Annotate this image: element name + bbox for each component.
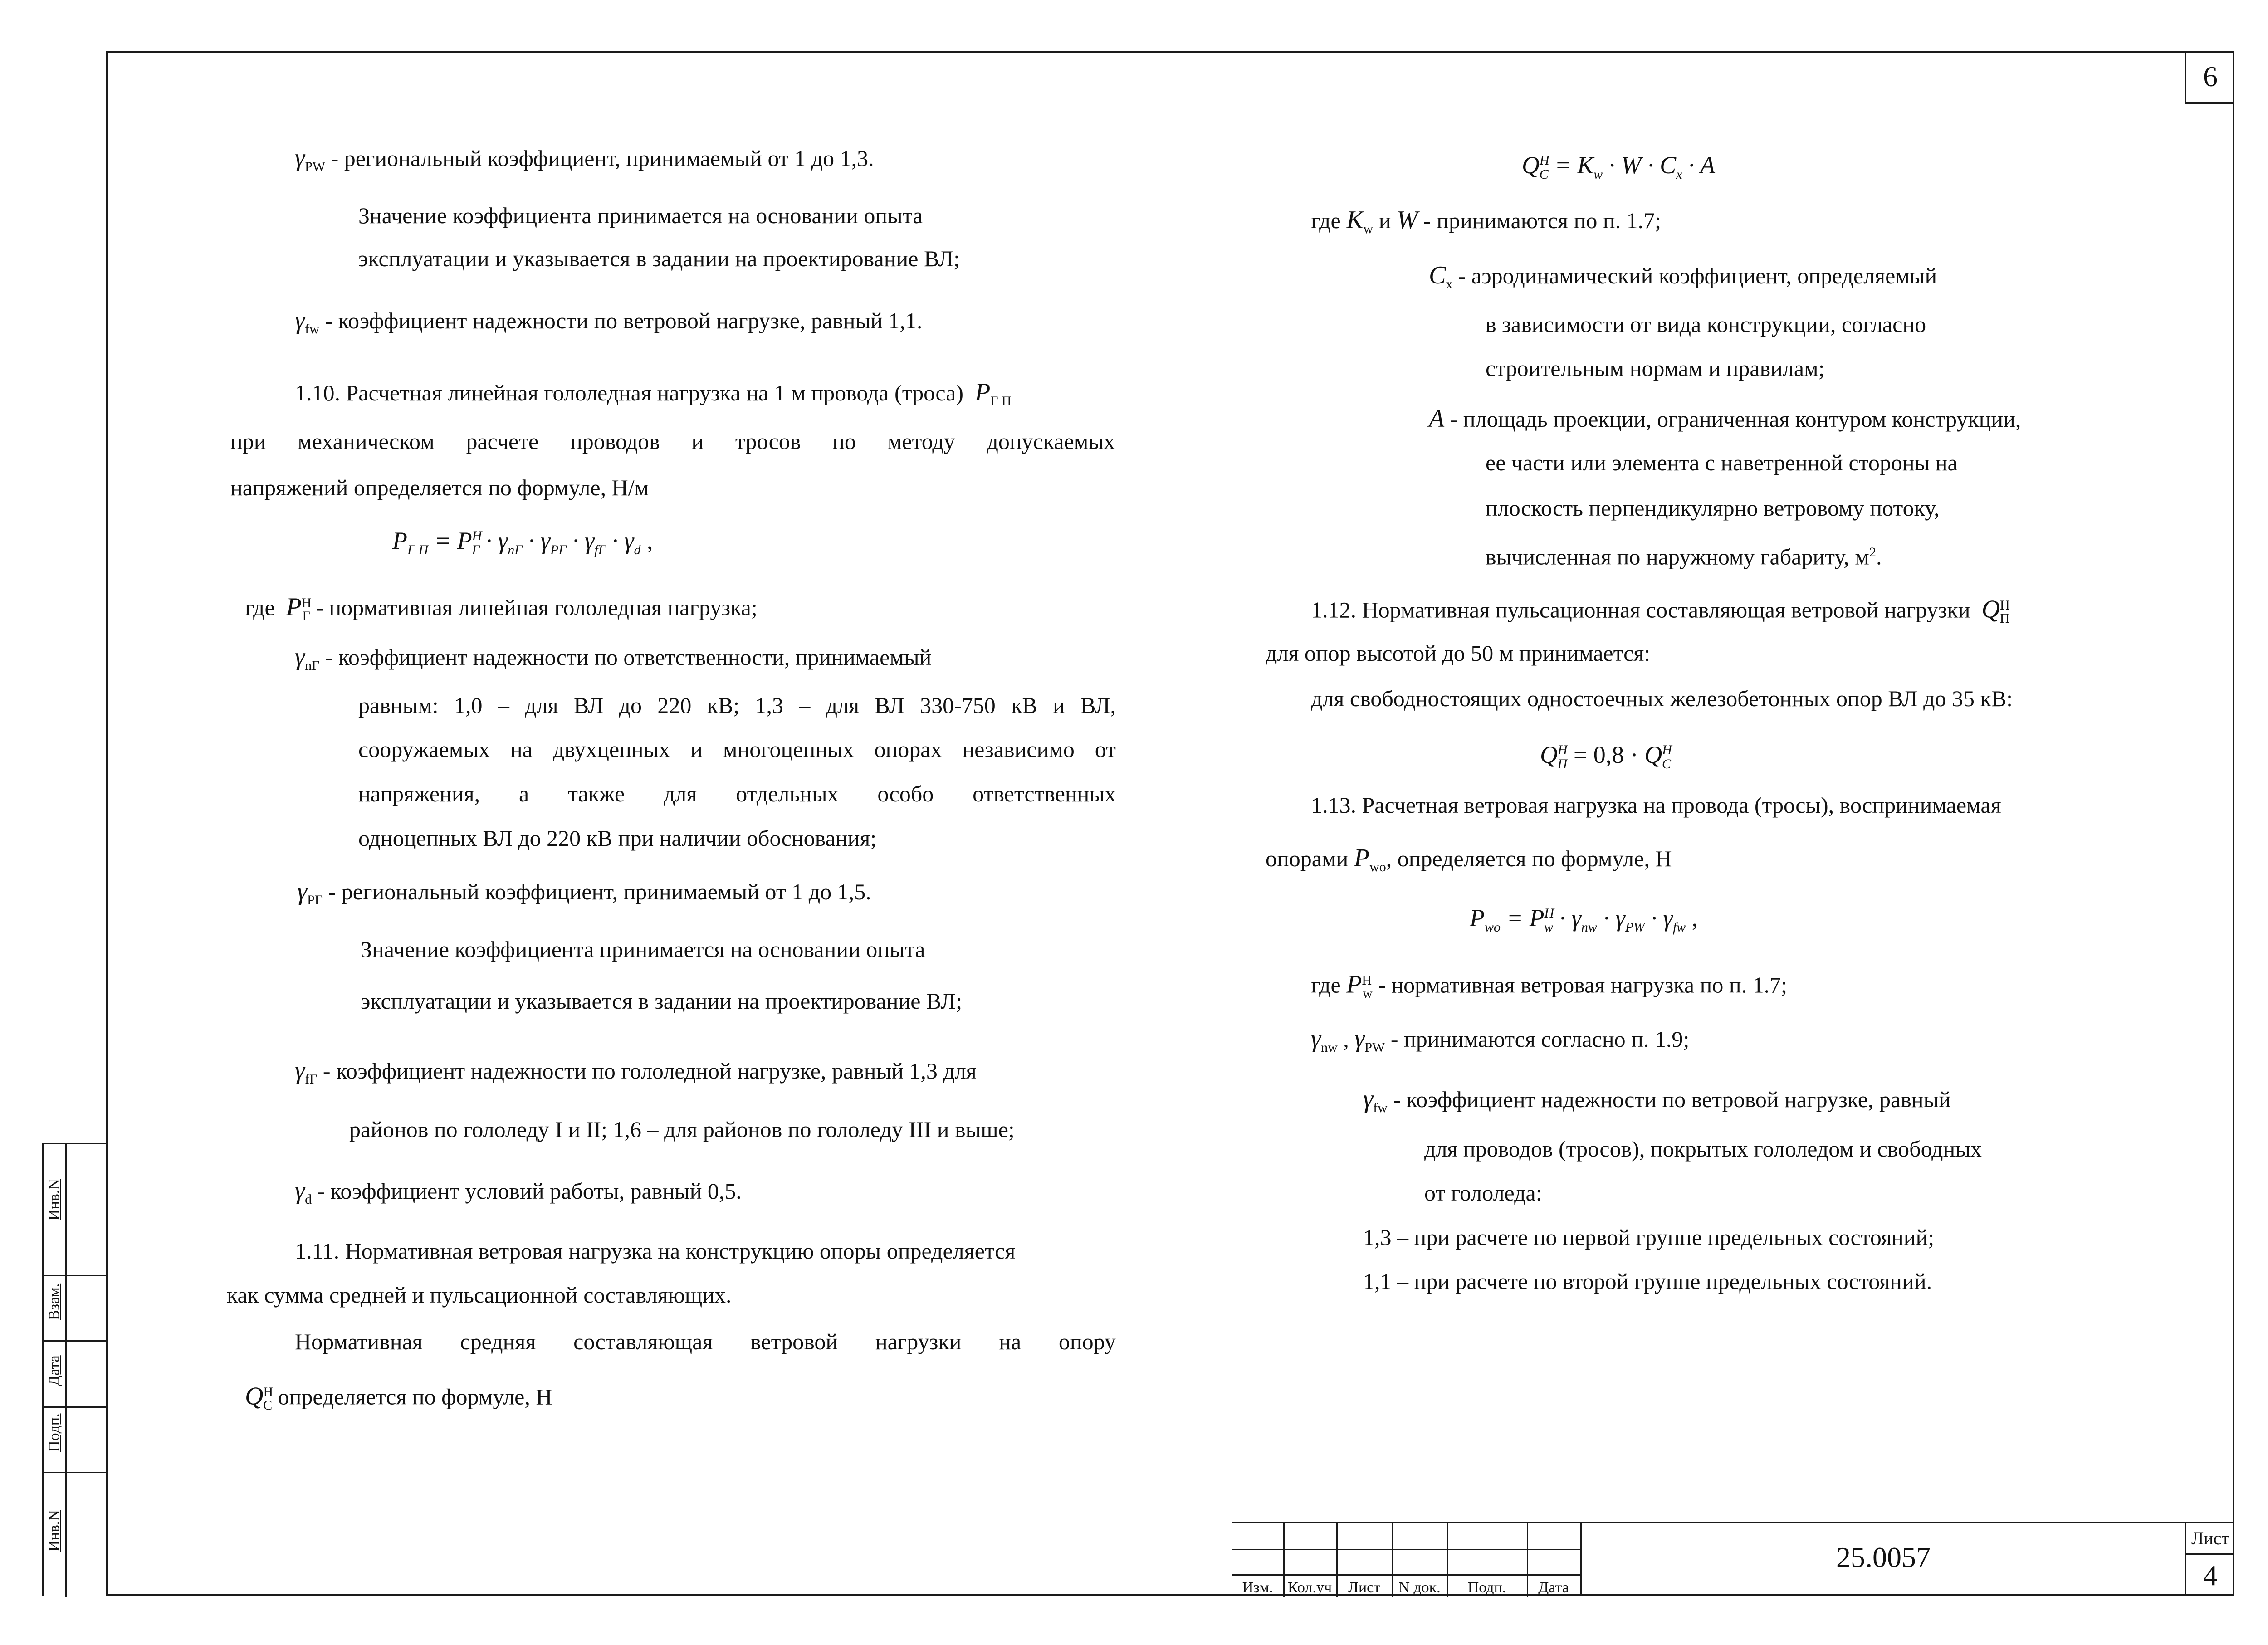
formula-mean-wind-load: $Q^Н_C = K_w \cdot W \cdot C_x \cdot A$: [1522, 151, 1716, 182]
side-inv-n: Инв.N: [46, 1179, 63, 1220]
left-line-11: сооружаемых на двухцепных и многоцепных опорах независимо от: [358, 737, 1116, 762]
left-line-20: 1.11. Нормативная ветровая нагрузка на конструкцию опоры определяется: [295, 1238, 1016, 1264]
page-number: 6: [2185, 51, 2234, 104]
left-line-16: эксплуатации и указывается в задании на проектирование ВЛ;: [361, 988, 963, 1014]
formula-ice-load: $P_{Г П} = P^Н_Г \cdot \gamma_{nГ} \cdot \gamma_{PГ} \cdot \gamma_{fГ} \cdot \gamma_d$ ,: [392, 527, 653, 557]
right-line-14: где $P^Н_w$ - нормативная ветровая нагрузка по п. 1.7;: [1311, 970, 1788, 1001]
right-line-07: плоскость перпендикулярно ветровому потоку,: [1486, 495, 1940, 521]
left-line-21: как сумма средней и пульсационной составляющих.: [227, 1282, 732, 1308]
side-inv-n-podl: Инв.N: [46, 1510, 63, 1552]
side-vzam: Взам.: [46, 1283, 63, 1320]
col-izm: Изм.: [1242, 1579, 1273, 1596]
left-line-08: где $P^Н_Г$ - нормативная линейная гололедная нагрузка;: [245, 593, 758, 624]
left-line-22: Нормативная средняя составляющая ветровой нагрузки на опору: [295, 1329, 1116, 1354]
sheet-label: Лист: [2186, 1523, 2234, 1555]
left-line-09: $\gamma_{nГ}$ - коэффициент надежности по ответственности, принимаемый: [295, 643, 932, 673]
right-line-18: от гололеда:: [1424, 1180, 1542, 1206]
left-line-15: Значение коэффициента принимается на основании опыта: [361, 937, 925, 962]
left-line-03: эксплуатации и указывается в задании на проектирование ВЛ;: [358, 246, 960, 271]
title-block: [1232, 1522, 2234, 1596]
right-line-17: для проводов (тросов), покрытых гололедом и свободных: [1424, 1136, 1982, 1162]
left-line-18: районов по гололеду I и II; 1,6 – для районов по гололеду III и выше;: [349, 1117, 1015, 1142]
side-podp: Подп.: [46, 1413, 63, 1452]
right-line-19: 1,3 – при расчете по первой группе предельных состояний;: [1363, 1225, 1935, 1250]
left-line-13: одноцепных ВЛ до 220 кВ при наличии обоснования;: [358, 825, 877, 851]
formula-pulse-wind-load: $Q^Н_П = 0,8 \cdot Q^Н_C$: [1540, 741, 1672, 771]
left-line-06: при механическом расчете проводов и тросов по методу допускаемых: [230, 429, 1115, 454]
side-data: Дата: [46, 1355, 63, 1386]
right-line-15: $\gamma_{nw}$ , $\gamma_{PW}$ - принимаются согласно п. 1.9;: [1311, 1025, 1690, 1055]
right-line-09: 1.12. Нормативная пульсационная составляющая ветровой нагрузки $Q^Н_П$: [1311, 595, 2010, 626]
sheet-number: 4: [2203, 1559, 2218, 1591]
right-line-06: ее части или элемента с наветренной стороны на: [1486, 450, 1958, 475]
right-line-16: $\gamma_{fw}$ - коэффициент надежности по ветровой нагрузке, равный: [1363, 1085, 1951, 1115]
document-code: 25.0057: [1580, 1522, 2185, 1596]
right-line-04: строительным нормам и правилам;: [1486, 356, 1825, 381]
right-line-13: опорами $P_{wo}$, определяется по формуле, Н: [1266, 844, 1672, 874]
sheet-box: [2185, 1522, 2234, 1596]
left-line-07: напряжений определяется по формуле, Н/м: [230, 475, 649, 500]
col-kol-uch: Кол.уч: [1287, 1579, 1332, 1596]
revision-grid: [1232, 1522, 1580, 1596]
right-line-12: 1.13. Расчетная ветровая нагрузка на провода (тросы), воспринимаемая: [1311, 792, 2001, 818]
left-line-14: $\gamma_{PГ}$ - региональный коэффициент, принимаемый от 1 до 1,5.: [297, 877, 871, 908]
side-stamp: [42, 1143, 106, 1596]
col-n-dok: N док.: [1398, 1579, 1441, 1596]
left-line-01: $\gamma_{PW}$ - региональный коэффициент, принимаемый от 1 до 1,3.: [295, 144, 874, 174]
right-line-05: A - площадь проекции, ограниченная контуром конструкции,: [1429, 405, 2021, 433]
left-line-23: $Q^Н_C$ определяется по формуле, Н: [245, 1382, 552, 1413]
col-podp: Подп.: [1467, 1579, 1506, 1596]
right-line-08: вычисленная по наружному габариту, $м^2$.: [1486, 544, 1882, 570]
left-line-04: $\gamma_{fw}$ - коэффициент надежности по ветровой нагрузке, равный 1,1.: [295, 306, 923, 337]
left-line-02: Значение коэффициента принимается на основании опыта: [358, 203, 923, 228]
left-line-10: равным: 1,0 – для ВЛ до 220 кВ; 1,3 – для ВЛ 330-750 кВ и ВЛ,: [358, 693, 1116, 718]
left-line-17: $\gamma_{fГ}$ - коэффициент надежности по гололедной нагрузке, равный 1,3 для: [295, 1056, 977, 1087]
right-line-03: в зависимости от вида конструкции, согласно: [1486, 312, 1926, 337]
right-line-20: 1,1 – при расчете по второй группе предельных состояний.: [1363, 1269, 1932, 1294]
formula-wire-wind-load: $P_{wo} = P^Н_w \cdot \gamma_{nw} \cdot \gamma_{PW} \cdot \gamma_{fw}$ ,: [1470, 904, 1698, 935]
left-line-19: $\gamma_d$ - коэффициент условий работы, равный 0,5.: [295, 1176, 742, 1207]
col-data: Дата: [1538, 1579, 1569, 1596]
left-line-12: напряжения, а также для отдельных особо ответственных: [358, 781, 1116, 806]
col-list: Лист: [1348, 1579, 1381, 1596]
right-line-11: для свободностоящих одностоечных железобетонных опор ВЛ до 35 кВ:: [1311, 686, 2013, 711]
right-line-02: $C_x$ - аэродинамический коэффициент, определяемый: [1429, 261, 1937, 292]
right-line-10: для опор высотой до 50 м принимается:: [1266, 640, 1651, 666]
left-line-05: 1.10. Расчетная линейная гололедная нагрузка на 1 м провода (троса) $P_{Г П}$: [295, 378, 1012, 409]
right-line-01: где $K_w$ и W - принимаются по п. 1.7;: [1311, 206, 1662, 236]
